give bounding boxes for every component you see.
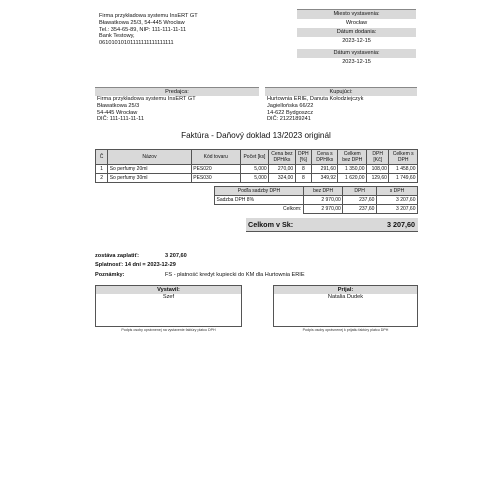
col-header: Cena s DPH/ks <box>311 150 337 165</box>
buyer-line: 14-622 Bydgoszcz <box>267 109 314 116</box>
buyer-label: Kupujúci: <box>265 87 417 96</box>
table-row <box>215 196 418 205</box>
seller-header-line: Bławatkowa 25/3, 54-445 Wrocław <box>99 19 185 26</box>
cell: 1 458,00 <box>389 165 418 174</box>
cell: So perfumy 20ml <box>108 165 192 174</box>
col-header: DPH [%] <box>295 150 311 165</box>
issued-by-name: Szef <box>162 294 175 300</box>
invoice-title: Faktúra - Daňový doklad 13/2023 originál <box>181 131 331 140</box>
seller-line: Firma przykładowa systemu InsERT GT <box>97 96 196 102</box>
vat-summary-table <box>214 186 418 214</box>
buyer-line: DIČ: 2122189241 <box>267 116 311 123</box>
col-header: bez DPH <box>303 187 342 196</box>
grand-total-label: Celkom v Sk: <box>248 220 294 229</box>
cell: 8 <box>295 174 311 183</box>
seller-label: Predajca: <box>95 87 259 96</box>
table-row <box>96 165 418 174</box>
grand-total-bar <box>246 218 418 232</box>
seller-header-block <box>99 13 198 47</box>
received-by-label: Prijal: <box>274 286 417 294</box>
cell: 1 350,00 <box>338 165 367 174</box>
table-row <box>96 174 418 183</box>
cell: Sadzba DPH 8% <box>215 196 304 205</box>
col-header: Cena bez DPH/ks <box>269 150 295 165</box>
cell: 270,00 <box>269 165 295 174</box>
cell: 237,60 <box>343 196 377 205</box>
buyer-line: Jagiellońska 66/22 <box>267 102 314 109</box>
cell: 5,000 <box>240 174 269 183</box>
cell: 237,60 <box>343 205 377 214</box>
received-by-box <box>273 285 418 327</box>
cell: 2 970,00 <box>303 196 342 205</box>
buyer-section <box>265 87 417 123</box>
cell: 1 <box>96 165 108 174</box>
issue-info <box>297 9 416 67</box>
delivery-date-value: 2023-12-15 <box>342 38 371 44</box>
due-date: Splatnosť: 14 dní = 2023-12-29 <box>95 262 176 268</box>
vat-total-label: Celkom: <box>215 205 304 214</box>
seller-section <box>95 87 259 123</box>
seller-header-line: Firma przykładowa systemu InsERT GT <box>99 13 198 19</box>
cell: 291,60 <box>311 165 337 174</box>
seller-line: 54-445 Wrocław <box>97 109 138 116</box>
col-header: Kód tovaru <box>191 150 240 165</box>
issued-by-note: Podpis osoby oprávnenej na vystavenie faktúry platcu DPH <box>121 328 216 332</box>
issue-date-value: 2023-12-15 <box>342 59 371 65</box>
issue-date-label: Dátum vystavenia: <box>297 49 416 58</box>
remaining-label: zostáva zaplatiť: <box>95 253 140 259</box>
cell: 324,00 <box>269 174 295 183</box>
seller-line: DIČ: 111-111-11-11 <box>97 116 144 123</box>
remaining-value: 3 207,60 <box>165 253 187 259</box>
cell: 8 <box>295 165 311 174</box>
col-header: DPH [Kč] <box>367 150 389 165</box>
received-by-name: Natalia Dudek <box>327 294 364 300</box>
seller-header-line: Bank Testowy, <box>99 33 135 40</box>
vat-header-row <box>215 187 418 196</box>
items-header-row <box>96 150 418 165</box>
cell: 1 620,00 <box>338 174 367 183</box>
vat-total-row <box>215 205 418 214</box>
cell: 5,000 <box>240 165 269 174</box>
cell: 349,92 <box>311 174 337 183</box>
cell: PES030 <box>191 174 240 183</box>
issued-by-label: Vystavil: <box>96 286 241 294</box>
col-header: Názov <box>108 150 192 165</box>
place-label: Miesto vystavenia: <box>297 9 416 19</box>
cell: 1 749,60 <box>389 174 418 183</box>
col-header: DPH <box>343 187 377 196</box>
col-header: Počet [ks] <box>240 150 269 165</box>
cell: 2 970,00 <box>303 205 342 214</box>
cell: PES020 <box>191 165 240 174</box>
notes-text: FS - płatność kredyt kupiecki do KM dla Hurtownia ERIE <box>165 272 305 278</box>
seller-header-line: Tel.: 354-65-89, NIP: 111-111-11-11 <box>99 26 187 33</box>
cell: 2 <box>96 174 108 183</box>
col-header: Č <box>96 150 108 165</box>
items-table <box>95 149 418 183</box>
received-by-note: Podpis osoby oprávnenej k prijatiu faktúry platcu DPH <box>302 328 389 332</box>
buyer-line: Hurtownia ERIE, Danuta Kołodziejczyk <box>267 96 364 102</box>
cell: So perfumy 30ml <box>108 174 192 183</box>
seller-header-line: 06101010101111111111111111 <box>99 40 174 47</box>
grand-total-value: 3 207,60 <box>387 220 415 229</box>
place-value: Wrocław <box>345 20 368 26</box>
col-header: Celkem bez DPH <box>338 150 367 165</box>
delivery-date-label: Dátum dodania: <box>297 28 416 37</box>
col-header: Celkem s DPH <box>389 150 418 165</box>
notes-label: Poznámky: <box>95 272 125 278</box>
col-header: s DPH <box>376 187 417 196</box>
cell: 108,00 <box>367 165 389 174</box>
cell: 3 207,60 <box>376 196 417 205</box>
cell: 3 207,60 <box>376 205 417 214</box>
seller-line: Bławatkowa 25/3 <box>97 102 140 109</box>
cell: 129,60 <box>367 174 389 183</box>
issued-by-box <box>95 285 242 327</box>
col-header: Podľa sadzby DPH <box>215 187 304 196</box>
